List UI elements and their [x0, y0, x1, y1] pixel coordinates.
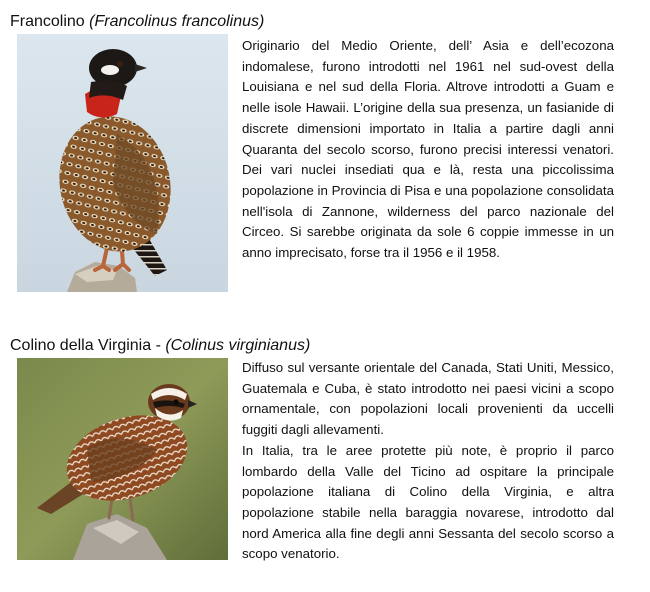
species-entry-colino [0, 336, 650, 576]
description-paragraph: In Italia, tra le aree protette più note, è proprio il parco lombardo della Valle del Ticino ad ospitare la principale popolazione italiana di Colino della Virginia, e altra popolazione stabile nella baraggia novarese, introdotto dal nord America alla fine degli anni Sessanta del secolo scorso a scopo venatorio. [242, 442, 614, 562]
bobwhite-photo [17, 358, 228, 560]
species-description [242, 36, 614, 264]
bobwhite-bird-illustration [17, 358, 228, 560]
common-name: Colino della Virginia - [10, 337, 166, 354]
species-title [10, 336, 310, 356]
francolin-photo [17, 34, 228, 292]
common-name: Francolino [10, 13, 90, 30]
species-description [242, 358, 614, 565]
species-title [10, 12, 264, 32]
species-entry-francolino [0, 12, 650, 297]
description-paragraph: Diffuso sul versante orientale del Canada, Stati Uniti, Messico, Guatemala e Cuba, è stato introdotto nei paesi vicini a scopo ornamentale, con popolazioni locali provenienti da uccelli fuggiti dagli allevamenti. [242, 360, 614, 438]
scientific-name: (Francolinus francolinus) [89, 13, 265, 30]
scientific-name: (Colinus virginianus) [165, 337, 311, 354]
description-paragraph: Originario del Medio Oriente, dell’ Asia e dell’ecozona indomalese, furono introdotti nel 1961 nel sud-ovest della Louisiana e nel sud della Floria. Altrove introdotti a Guam e nelle isole Hawaii. L’origine della sua presenza, un fasianide di discrete dimensioni importato in Italia a partire dagli anni Quaranta del secolo scorso, furono precisi interessi venatori. Dei vari nuclei insediati qua e là, resta una piccolissima popolazione in Provincia di Pisa e una popolazione consolidata nell'isola di Zannone, wilderness del parco nazionale del Circeo. Si sarebbe originata da sole 6 coppie immesse in un anno imprecisato, forse tra il 1956 e il 1958. [242, 38, 614, 261]
francolin-bird-illustration [17, 34, 228, 292]
